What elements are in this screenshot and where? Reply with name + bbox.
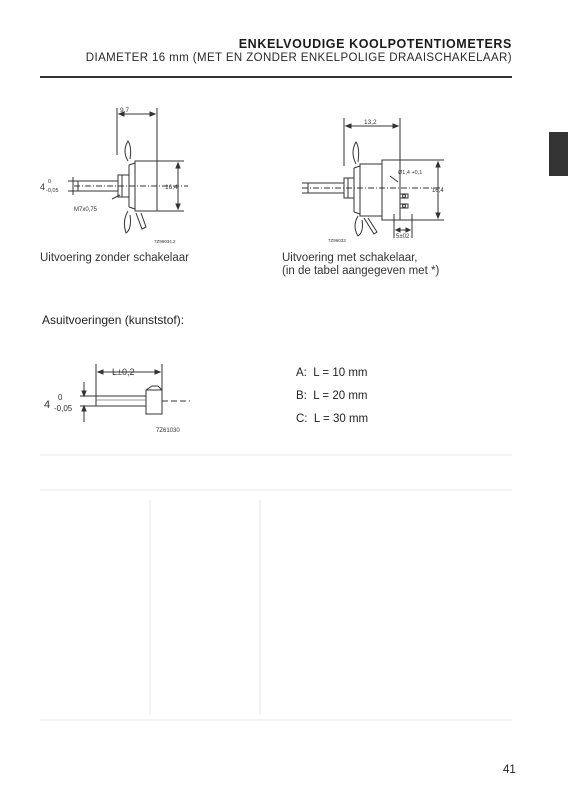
right-height-dim: 16,4 [432, 188, 444, 194]
shaft-option-c [296, 413, 368, 425]
shaft-tol-lower: -0,05 [54, 404, 73, 413]
shaft-dia: 4 [44, 399, 51, 411]
drawing-with-switch [294, 114, 464, 246]
left-shaft-tol-upper: 0 [48, 179, 52, 185]
right-pin-spacing: 5±02 [396, 234, 410, 240]
shaft-length-dim: L±0,2 [112, 367, 135, 377]
page-title: ENKELVOUDIGE KOOLPOTENTIOMETERS [238, 37, 512, 51]
left-shaft-dia: 4 [40, 182, 46, 192]
right-length-dim: 13,2 [364, 119, 377, 126]
shaft-tol-upper: 0 [58, 393, 63, 402]
left-drawing-code: 7Z96034.2 [154, 239, 176, 243]
left-shaft-tol-lower: -0,05 [46, 188, 59, 194]
left-caption: Uitvoering zonder schakelaar [40, 252, 189, 264]
drawing-without-switch [38, 103, 198, 243]
right-caption-line2: (in de tabel aangegeven met *) [282, 265, 440, 277]
option-text: L = 10 mm [313, 367, 368, 379]
right-hole-label: Ø1,4 +0,1 [398, 170, 423, 176]
left-height-dim: 16,4 [165, 184, 178, 191]
option-text: L = 30 mm [313, 413, 369, 425]
option-letter: A: [296, 367, 307, 379]
shaft-drawing [40, 360, 220, 440]
left-thread-label: M7x0,75 [74, 207, 98, 213]
option-letter: C: [296, 413, 308, 425]
shaft-section-heading: Asuitvoeringen (kunststof): [42, 313, 185, 327]
shaft-option-b [296, 390, 368, 402]
right-drawing-code: 7Z96033 [328, 238, 346, 243]
left-length-dim: 9,7 [120, 107, 130, 114]
option-text: L = 20 mm [313, 390, 368, 402]
page-subtitle: DIAMETER 16 mm (MET EN ZONDER ENKELPOLIGE DRAAISCHAKELAAR) [85, 52, 512, 64]
option-letter: B: [296, 390, 307, 402]
right-caption-line1: Uitvoering met schakelaar, [282, 252, 418, 264]
page-number: 41 [503, 764, 516, 776]
shaft-drawing-code: 7Z61030 [156, 428, 180, 434]
shaft-option-a [296, 367, 368, 379]
